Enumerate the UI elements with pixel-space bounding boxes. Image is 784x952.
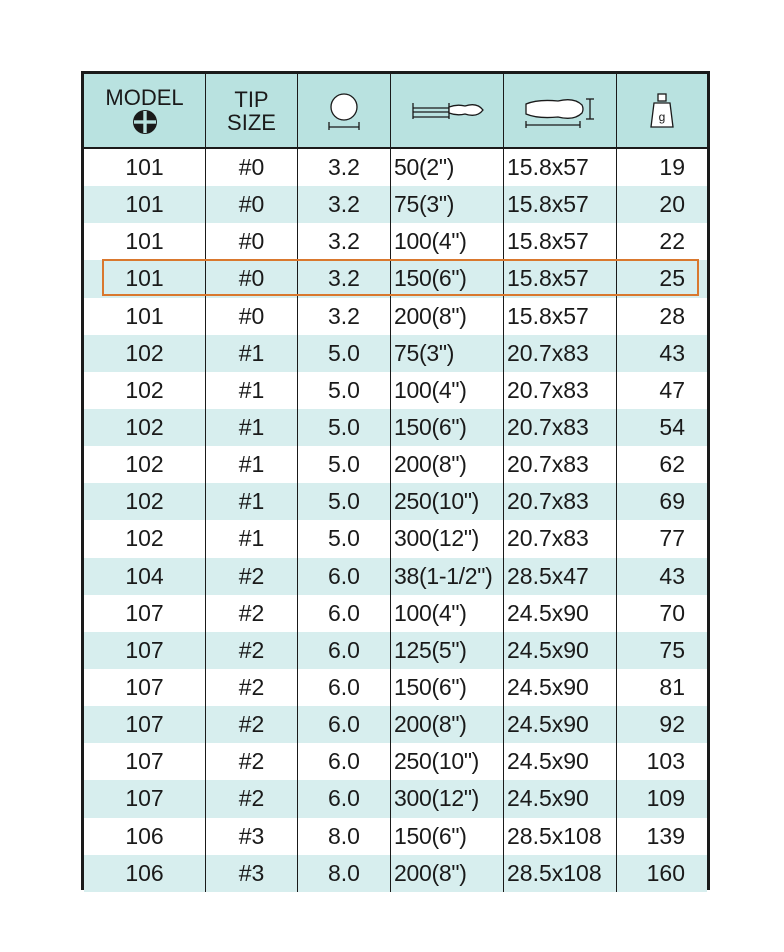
spec-table (81, 71, 710, 890)
header-handle (504, 74, 617, 147)
weight-cell: 25 (659, 265, 685, 292)
weight-cell: 22 (659, 228, 685, 255)
table-body (84, 149, 707, 892)
header-tip-line2: SIZE (227, 109, 276, 135)
weight-icon-label: g (658, 109, 666, 124)
weight-cell: 47 (659, 376, 685, 403)
header-tip-size (206, 74, 298, 147)
table-header (84, 74, 707, 149)
tip-size-cell: #1 (206, 483, 298, 520)
handle-size-cell: 24.5x90 (504, 595, 617, 632)
model-cell: 107 (84, 780, 206, 817)
diameter-cell: 6.0 (298, 595, 391, 632)
header-tip-line1: TIP (234, 86, 269, 112)
table-row (84, 335, 707, 372)
model-cell: 102 (84, 483, 206, 520)
handle-size-cell: 15.8x57 (504, 149, 617, 186)
length-cell: 150(6") (391, 260, 504, 297)
tip-size-cell: #2 (206, 743, 298, 780)
handle-size-cell: 15.8x57 (504, 223, 617, 260)
diameter-cell: 3.2 (298, 298, 391, 335)
table-row (84, 818, 707, 855)
model-cell: 107 (84, 743, 206, 780)
weight-cell: 69 (659, 488, 685, 515)
header-length (391, 74, 504, 147)
handle-size-cell: 20.7x83 (504, 520, 617, 557)
weight-cell: 54 (659, 414, 685, 441)
weight-cell: 70 (659, 599, 685, 626)
diameter-cell: 5.0 (298, 483, 391, 520)
length-cell: 200(8") (391, 298, 504, 335)
diameter-cell: 6.0 (298, 669, 391, 706)
diameter-cell: 5.0 (298, 372, 391, 409)
model-cell: 102 (84, 335, 206, 372)
tip-size-cell: #3 (206, 855, 298, 892)
length-cell: 75(3") (391, 335, 504, 372)
table-row (84, 223, 707, 260)
weight-cell: 19 (659, 154, 685, 181)
model-cell: 102 (84, 372, 206, 409)
diameter-cell: 3.2 (298, 223, 391, 260)
handle-size-cell: 28.5x108 (504, 818, 617, 855)
handle-size-cell: 28.5x47 (504, 558, 617, 595)
model-cell: 101 (84, 186, 206, 223)
handle-size-icon (518, 93, 602, 129)
weight-icon (648, 92, 676, 130)
diameter-cell: 6.0 (298, 780, 391, 817)
table-row (84, 632, 707, 669)
tip-size-cell: #2 (206, 632, 298, 669)
handle-size-cell: 15.8x57 (504, 260, 617, 297)
table-row (84, 260, 707, 297)
diameter-cell: 3.2 (298, 260, 391, 297)
header-diameter (298, 74, 391, 147)
table-row (84, 409, 707, 446)
diameter-cell: 6.0 (298, 632, 391, 669)
weight-cell: 62 (659, 451, 685, 478)
tip-size-cell: #0 (206, 149, 298, 186)
model-cell: 106 (84, 855, 206, 892)
diameter-cell: 5.0 (298, 520, 391, 557)
diameter-cell: 8.0 (298, 818, 391, 855)
length-cell: 100(4") (391, 223, 504, 260)
model-cell: 107 (84, 669, 206, 706)
model-cell: 107 (84, 632, 206, 669)
handle-size-cell: 24.5x90 (504, 743, 617, 780)
weight-cell: 160 (646, 859, 685, 886)
tip-size-cell: #2 (206, 780, 298, 817)
handle-size-cell: 24.5x90 (504, 632, 617, 669)
table-row (84, 780, 707, 817)
model-cell: 102 (84, 409, 206, 446)
table-row (84, 298, 707, 335)
table-row (84, 669, 707, 706)
tip-size-cell: #0 (206, 260, 298, 297)
weight-cell: 20 (659, 191, 685, 218)
diameter-cell: 5.0 (298, 409, 391, 446)
handle-size-cell: 24.5x90 (504, 706, 617, 743)
tip-size-cell: #1 (206, 335, 298, 372)
tip-size-cell: #2 (206, 706, 298, 743)
weight-cell: 81 (659, 674, 685, 701)
diameter-cell: 5.0 (298, 335, 391, 372)
length-cell: 300(12") (391, 520, 504, 557)
diameter-cell: 3.2 (298, 186, 391, 223)
model-cell: 106 (84, 818, 206, 855)
length-cell: 150(6") (391, 818, 504, 855)
model-cell: 104 (84, 558, 206, 595)
length-cell: 75(3") (391, 186, 504, 223)
table-row (84, 595, 707, 632)
weight-cell: 43 (659, 339, 685, 366)
length-cell: 150(6") (391, 669, 504, 706)
tip-size-cell: #2 (206, 595, 298, 632)
model-cell: 101 (84, 149, 206, 186)
phillips-cross-icon (132, 109, 158, 135)
diameter-cell: 6.0 (298, 743, 391, 780)
weight-cell: 109 (646, 785, 685, 812)
table-row (84, 558, 707, 595)
table-row (84, 446, 707, 483)
table-row (84, 483, 707, 520)
table-row (84, 706, 707, 743)
diameter-cell: 6.0 (298, 706, 391, 743)
blade-length-icon (407, 95, 487, 127)
length-cell: 38(1-1/2") (391, 558, 504, 595)
tip-size-cell: #0 (206, 298, 298, 335)
weight-cell: 139 (646, 822, 685, 849)
tip-size-cell: #1 (206, 446, 298, 483)
model-cell: 101 (84, 260, 206, 297)
model-cell: 101 (84, 223, 206, 260)
table-row (84, 372, 707, 409)
weight-cell: 75 (659, 636, 685, 663)
handle-size-cell: 28.5x108 (504, 855, 617, 892)
table-row (84, 186, 707, 223)
weight-cell: 43 (659, 562, 685, 589)
weight-cell: 92 (659, 711, 685, 738)
weight-cell: 77 (659, 525, 685, 552)
length-cell: 200(8") (391, 855, 504, 892)
shaft-diameter-icon (324, 91, 364, 131)
tip-size-cell: #2 (206, 669, 298, 706)
handle-size-cell: 24.5x90 (504, 669, 617, 706)
tip-size-cell: #3 (206, 818, 298, 855)
length-cell: 300(12") (391, 780, 504, 817)
length-cell: 125(5") (391, 632, 504, 669)
tip-size-cell: #1 (206, 520, 298, 557)
diameter-cell: 8.0 (298, 855, 391, 892)
table-row (84, 855, 707, 892)
model-cell: 102 (84, 520, 206, 557)
header-weight (617, 74, 707, 147)
handle-size-cell: 15.8x57 (504, 186, 617, 223)
length-cell: 250(10") (391, 743, 504, 780)
model-cell: 101 (84, 298, 206, 335)
table-row (84, 149, 707, 186)
length-cell: 50(2") (391, 149, 504, 186)
length-cell: 150(6") (391, 409, 504, 446)
handle-size-cell: 20.7x83 (504, 335, 617, 372)
model-cell: 107 (84, 706, 206, 743)
weight-cell: 28 (659, 302, 685, 329)
header-model-label: MODEL (105, 85, 184, 110)
diameter-cell: 6.0 (298, 558, 391, 595)
handle-size-cell: 20.7x83 (504, 483, 617, 520)
weight-cell: 103 (646, 748, 685, 775)
length-cell: 250(10") (391, 483, 504, 520)
handle-size-cell: 24.5x90 (504, 780, 617, 817)
tip-size-cell: #2 (206, 558, 298, 595)
table-row (84, 743, 707, 780)
length-cell: 200(8") (391, 446, 504, 483)
tip-size-cell: #0 (206, 186, 298, 223)
handle-size-cell: 20.7x83 (504, 446, 617, 483)
model-cell: 107 (84, 595, 206, 632)
model-cell: 102 (84, 446, 206, 483)
tip-size-cell: #0 (206, 223, 298, 260)
header-model (84, 74, 206, 147)
tip-size-cell: #1 (206, 372, 298, 409)
handle-size-cell: 20.7x83 (504, 409, 617, 446)
diameter-cell: 3.2 (298, 149, 391, 186)
length-cell: 100(4") (391, 372, 504, 409)
tip-size-cell: #1 (206, 409, 298, 446)
handle-size-cell: 20.7x83 (504, 372, 617, 409)
length-cell: 200(8") (391, 706, 504, 743)
diameter-cell: 5.0 (298, 446, 391, 483)
length-cell: 100(4") (391, 595, 504, 632)
table-row (84, 520, 707, 557)
handle-size-cell: 15.8x57 (504, 298, 617, 335)
